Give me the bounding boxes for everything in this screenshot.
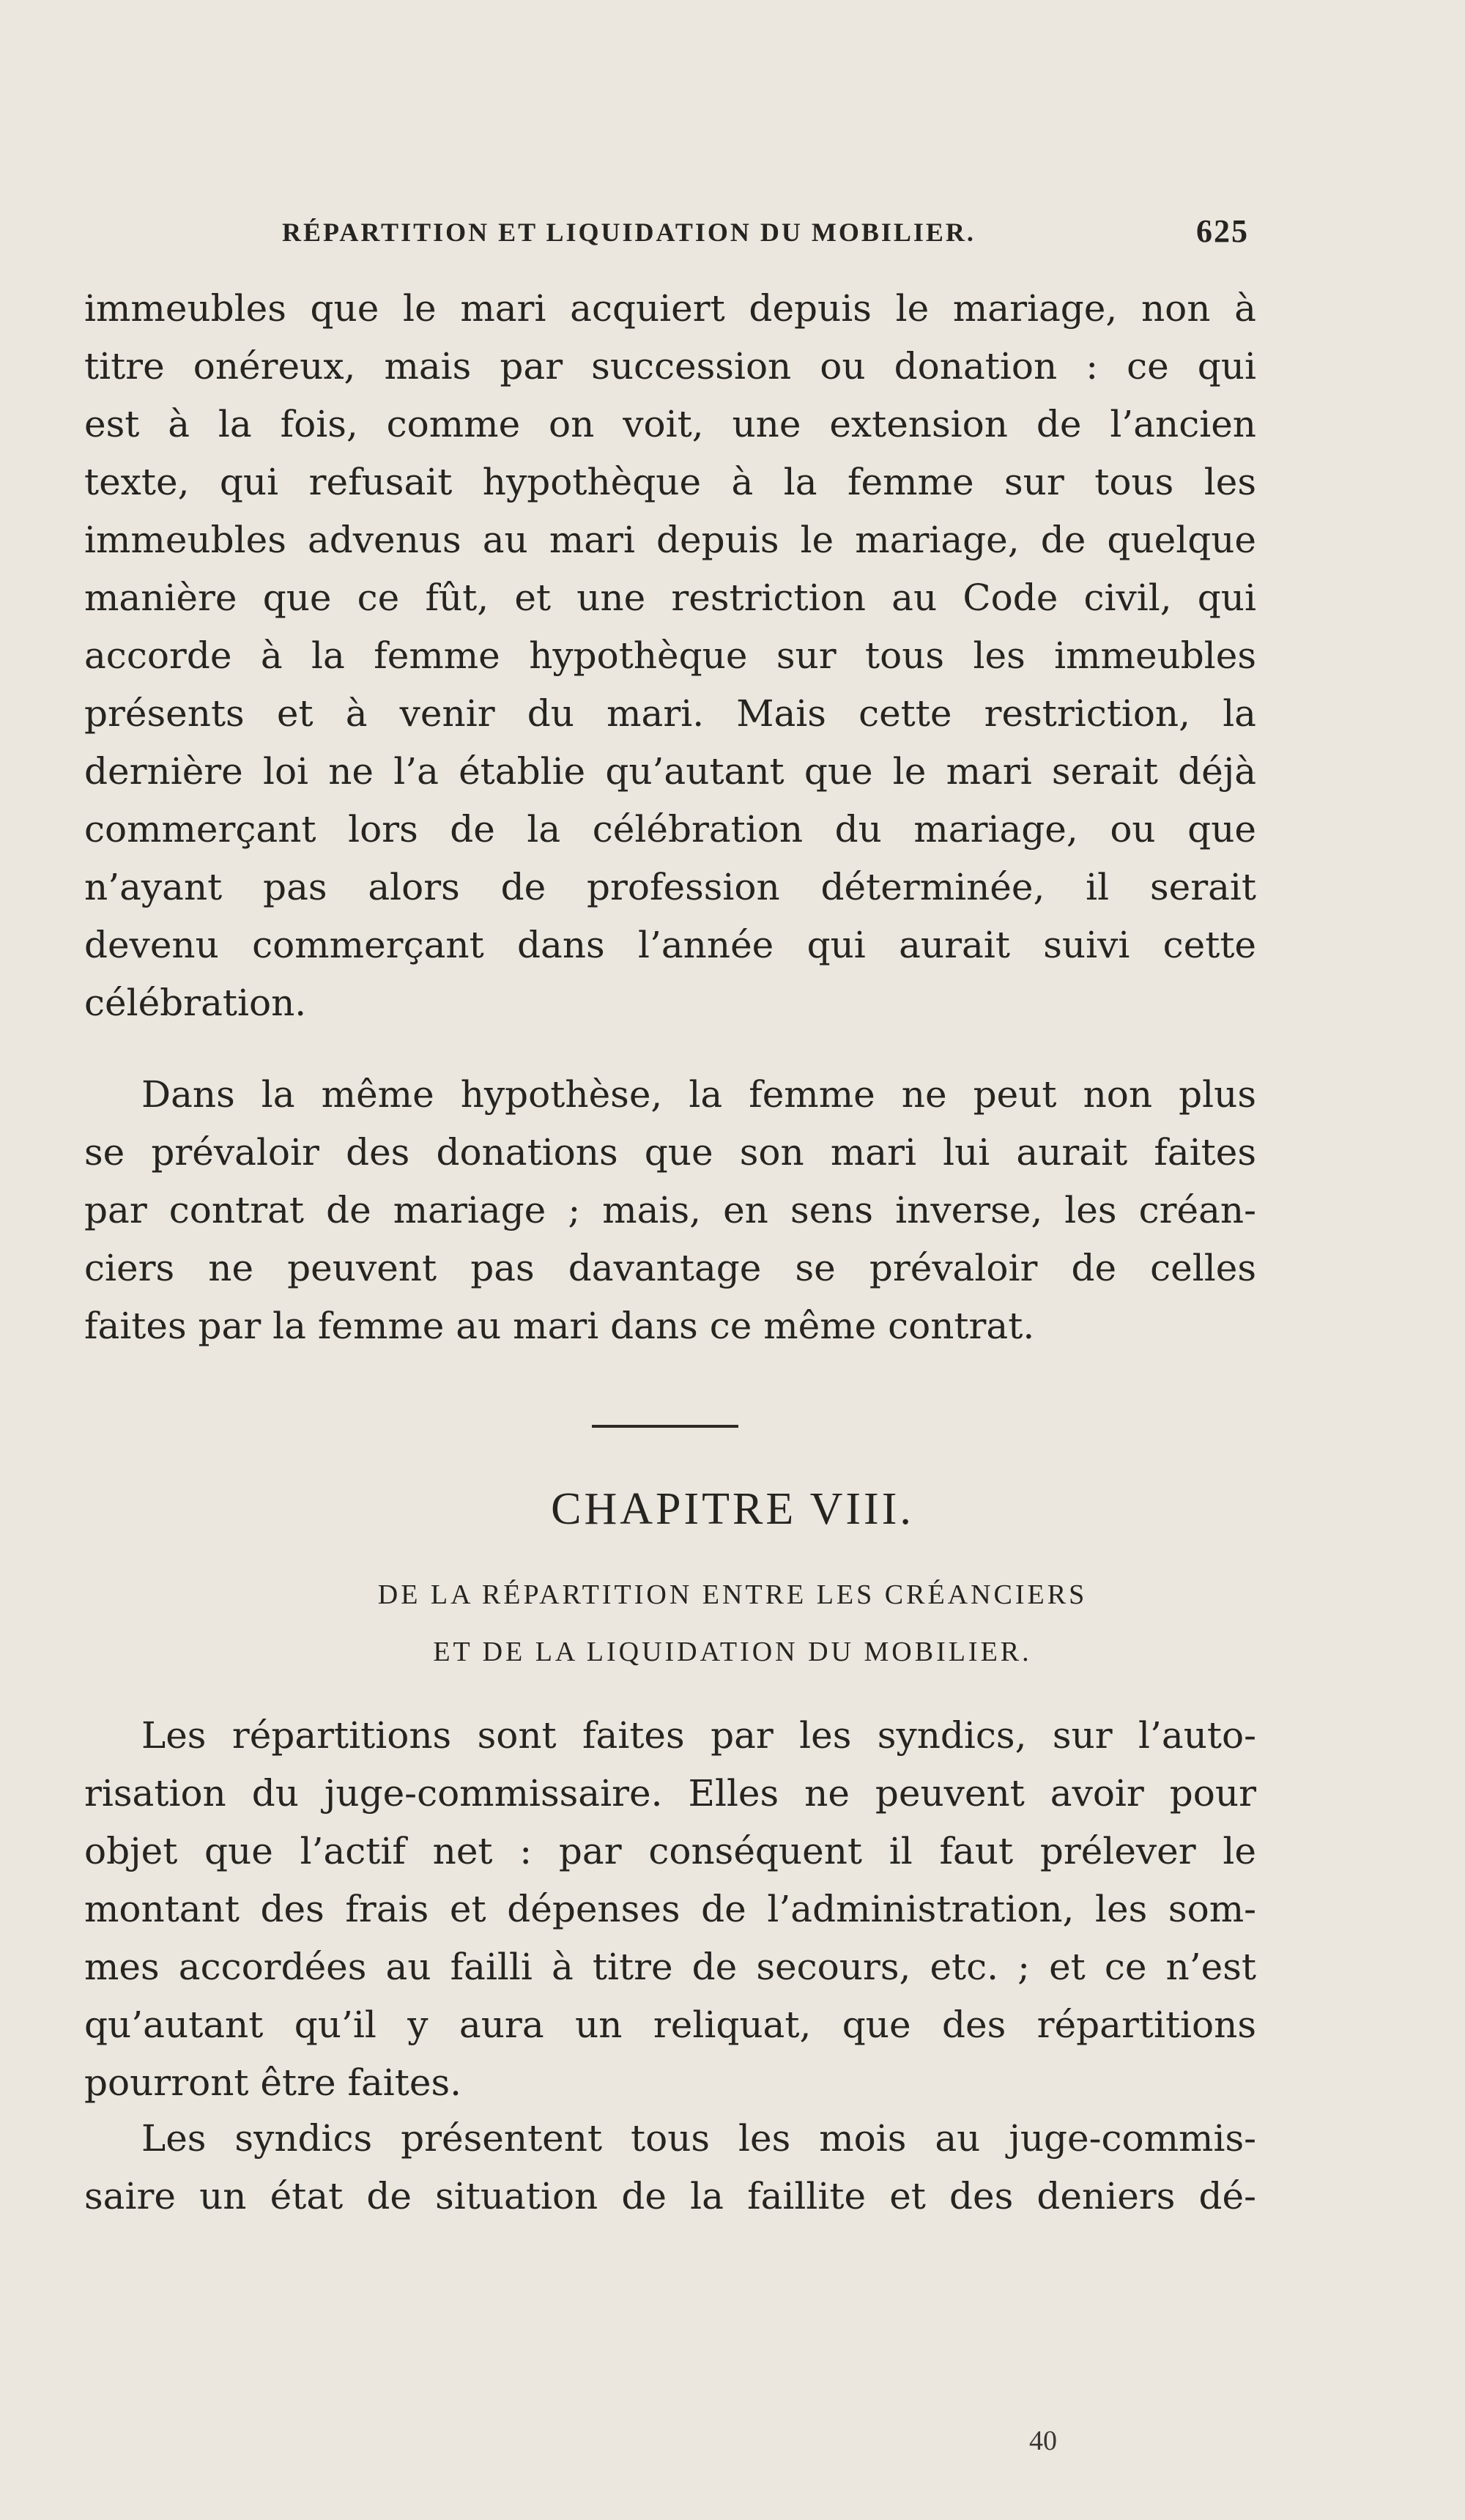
- text-line: devenu commerçant dans l’année qui aurait suivi cette: [84, 924, 1256, 966]
- text-line: par contrat de mariage ; mais, en sens inverse, les créan-: [84, 1189, 1256, 1231]
- text-line: Les répartitions sont faites par les syndics, sur l’auto-: [141, 1714, 1256, 1757]
- text-line: texte, qui refusait hypothèque à la femme sur tous les: [84, 461, 1256, 503]
- text-line: ciers ne peuvent pas davantage se prévaloir de celles: [84, 1247, 1256, 1289]
- text-line: manière que ce fût, et une restriction au Code civil, qui: [84, 577, 1256, 619]
- text-line: se prévaloir des donations que son mari lui aurait faites: [84, 1131, 1256, 1174]
- text-line: titre onéreux, mais par succession ou donation : ce qui: [84, 345, 1256, 388]
- text-line: montant des frais et dépenses de l’administration, les som-: [84, 1888, 1256, 1930]
- chapter-subtitle-line-1: DE LA RÉPARTITION ENTRE LES CRÉANCIERS: [377, 1579, 1088, 1610]
- text-line: est à la fois, comme on voit, une extension de l’ancien: [84, 403, 1256, 445]
- text-line: commerçant lors de la célébration du mariage, ou que: [84, 808, 1256, 850]
- text-line: objet que l’actif net : par conséquent il faut prélever le: [84, 1830, 1256, 1872]
- text-line: mes accordées au failli à titre de secours, etc. ; et ce n’est: [84, 1946, 1256, 1988]
- text-line: risation du juge-commissaire. Elles ne peuvent avoir pour: [84, 1772, 1256, 1815]
- text-line: pourront être faites.: [84, 2061, 462, 2104]
- text-line: faites par la femme au mari dans ce même contrat.: [84, 1305, 1035, 1347]
- text-line: accorde à la femme hypothèque sur tous les immeubles: [84, 634, 1256, 677]
- running-head: [282, 213, 1249, 261]
- section-divider: [592, 1425, 738, 1428]
- running-title: RÉPARTITION ET LIQUIDATION DU MOBILIER.: [282, 218, 976, 247]
- paragraph-syndics: [84, 2110, 1256, 2226]
- text-line: présents et à venir du mari. Mais cette restriction, la: [84, 692, 1256, 735]
- printer-signature-mark: 40: [1029, 2426, 1057, 2456]
- text-line: immeubles advenus au mari depuis le mariage, de quelque: [84, 519, 1256, 561]
- text-line: n’ayant pas alors de profession déterminée, il serait: [84, 866, 1256, 908]
- text-line: dernière loi ne l’a établie qu’autant que le mari serait déjà: [84, 750, 1256, 793]
- paragraph-donations: [84, 1066, 1256, 1355]
- text-line: saire un état de situation de la faillite et des deniers dé-: [84, 2175, 1256, 2217]
- page-number: 625: [1196, 213, 1249, 249]
- text-line: célébration.: [84, 982, 307, 1024]
- text-line: immeubles que le mari acquiert depuis le mariage, non à: [84, 287, 1256, 330]
- paragraph-continued: [84, 280, 1256, 1032]
- text-line: qu’autant qu’il y aura un reliquat, que des répartitions: [84, 2004, 1256, 2046]
- chapter-title: CHAPITRE VIII.: [551, 1484, 914, 1534]
- text-line: Les syndics présentent tous les mois au juge-commis-: [141, 2117, 1256, 2160]
- text-line: Dans la même hypothèse, la femme ne peut non plus: [141, 1073, 1256, 1116]
- paragraph-repartitions: [84, 1707, 1256, 2112]
- chapter-subtitle-line-2: ET DE LA LIQUIDATION DU MOBILIER.: [433, 1637, 1032, 1667]
